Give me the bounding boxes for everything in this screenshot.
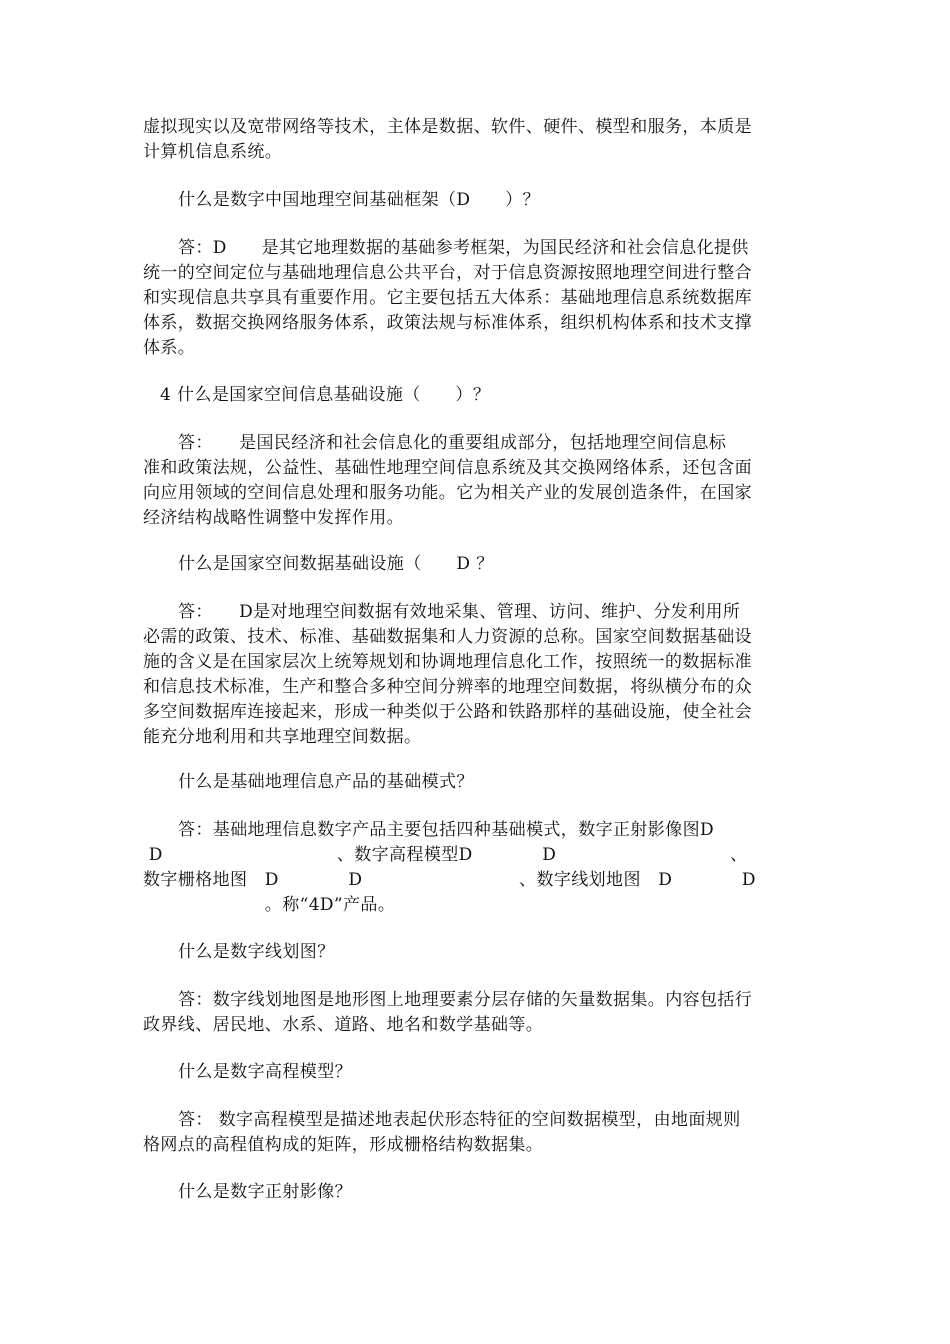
answer-line: 政界线、居民地、水系、道路、地名和数学基础等。 [143, 1015, 544, 1035]
answer-line: 。称“4D”产品。 [143, 895, 396, 915]
answer-line: 体系，数据交换网络服务体系，政策法规与标准体系，组织机构体系和技术支撑 [143, 313, 752, 333]
question-national-spatial-info-infrastructure: 4 什么是国家空间信息基础设施（ ）？ [160, 385, 491, 405]
answer-line: 答： 数字高程模型是描述地表起伏形态特征的空间数据模型，由地面规则 [178, 1110, 741, 1130]
answer-line: 经济结构战略性调整中发挥作用。 [143, 508, 404, 528]
answer-line: 准和政策法规，公益性、基础性地理空间信息系统及其交换网络体系，还包含面 [143, 458, 752, 478]
answer-line: 多空间数据库连接起来，形成一种类似于公路和铁路那样的基础设施，使全社会 [143, 702, 752, 722]
question-digital-line-graph: 什么是数字线划图？ [178, 942, 335, 962]
answer-line: 答：数字线划地图是地形图上地理要素分层存储的矢量数据集。内容包括行 [178, 990, 753, 1010]
answer-line: 施的含义是在国家层次上统筹规划和协调地理信息化工作，按照统一的数据标准 [143, 652, 752, 672]
intro-line-1: 虚拟现实以及宽带网络等技术，主体是数据、软件、硬件、模型和服务，本质是 [143, 117, 752, 137]
answer-line: 统一的空间定位与基础地理信息公共平台，对于信息资源按照地理空间进行整合 [143, 263, 752, 283]
answer-line: 答： D是对地理空间数据有效地采集、管理、访问、维护、分发利用所 [178, 602, 741, 622]
question-digital-elevation-model: 什么是数字高程模型？ [178, 1062, 352, 1082]
intro-line-2: 计算机信息系统。 [143, 142, 283, 162]
answer-line: 必需的政策、技术、标准、基础数据集和人力资源的总称。国家空间数据基础设 [143, 627, 752, 647]
answer-line: 答：基础地理信息数字产品主要包括四种基础模式，数字正射影像图D [178, 820, 715, 840]
question-national-spatial-data-infrastructure: 什么是国家空间数据基础设施（ D ？ [178, 554, 494, 574]
answer-line: 答：D 是其它地理数据的基础参考框架，为国民经济和社会信息化提供 [178, 238, 749, 258]
question-digital-china-framework: 什么是数字中国地理空间基础框架（D ）？ [178, 190, 541, 210]
answer-line: 和实现信息共享具有重要作用。它主要包括五大体系：基础地理信息系统数据库 [143, 288, 752, 308]
answer-line: 能充分地利用和共享地理空间数据。 [143, 727, 422, 747]
answer-line: 格网点的高程值构成的矩阵，形成栅格结构数据集。 [143, 1135, 544, 1155]
answer-line: D 、数字高程模型D D 、 [143, 845, 748, 865]
question-digital-orthophoto: 什么是数字正射影像？ [178, 1182, 352, 1202]
answer-line: 数字栅格地图 D D 、数字线划地图 D D [143, 870, 756, 890]
question-basic-geo-product-modes: 什么是基础地理信息产品的基础模式？ [178, 772, 474, 792]
answer-line: 和信息技术标准，生产和整合多种空间分辨率的地理空间数据，将纵横分布的众 [143, 677, 752, 697]
answer-line: 向应用领域的空间信息处理和服务功能。它为相关产业的发展创造条件，在国家 [143, 483, 752, 503]
answer-line: 答： 是国民经济和社会信息化的重要组成部分，包括地理空间信息标 [178, 433, 727, 453]
answer-line: 体系。 [143, 338, 196, 358]
